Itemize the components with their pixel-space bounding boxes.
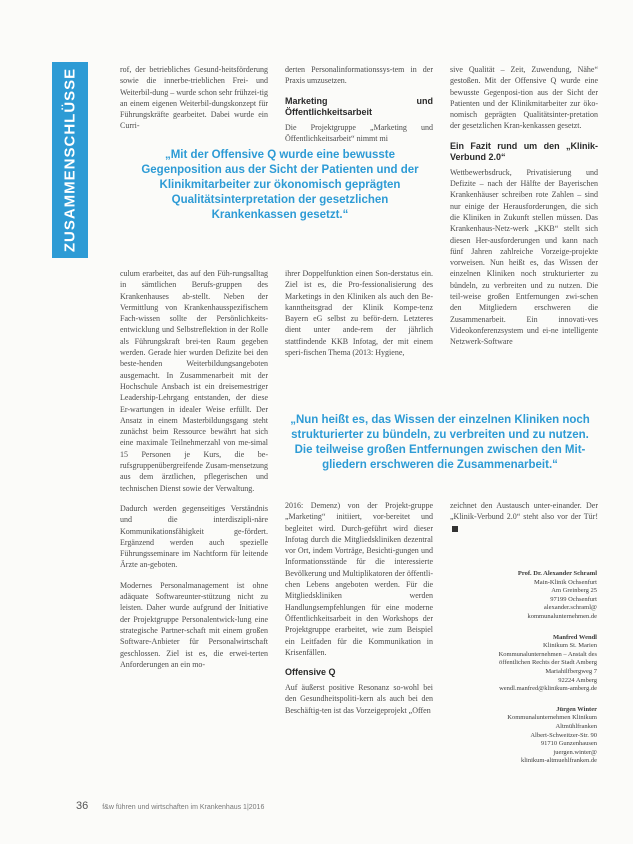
author-line: 92224 Amberg: [558, 676, 597, 684]
author-line: kommunalunternehmen.de: [527, 612, 597, 620]
author-line: wendl.manfred@klinikum-amberg.de: [499, 685, 597, 693]
top-column-2: [285, 64, 433, 144]
author-line: Albert-Schweitzer-Str. 90: [530, 731, 597, 739]
publication-name: f&w führen und wirtschaften im Krankenhaus 1|2016: [102, 804, 265, 811]
section-heading: Marketing und Öffentlichkeitsarbeit: [285, 95, 433, 117]
paragraph: derten Personalinformationssys-tem in der Praxis umzusetzen.: [285, 65, 433, 86]
pull-quote: „Mit der Offensive Q wurde eine bewusste Gegenposition aus der Sicht der Patienten und der Klinikmitarbeiter zur ökonomisch geprägten Qualitätsinterpretation der gesetzlichen Krankenkassen gesetzt.“: [141, 149, 419, 221]
top-column-3: [450, 64, 598, 348]
pull-quote: „Nun heißt es, das Wissen der einzelnen Kliniken noch strukturierter zu bündeln, zu verbreiten und zu nutzen. Die teilweise großen Entfernungen zwischen den Mit-gliedern erschweren die Zusammenarbeit.“: [290, 414, 590, 471]
author-line: alexander.schraml@: [543, 604, 597, 612]
author-line: Mariahilfbergweg 7: [545, 667, 597, 675]
author-name: Jürgen Winter: [556, 705, 597, 713]
author-line: 97199 Ochsenfurt: [550, 595, 597, 603]
closing-text: zeichnet den Austausch unter-einander. Der „Klinik-Verbund 2.0“ steht also vor der Tür!: [450, 501, 598, 522]
page-footer: [76, 800, 264, 812]
column-2-bottom: [285, 500, 433, 716]
paragraph: Auf äußerst positive Resonanz so-wohl bei den Gesundheitspoliti-kern als auch bei den Beschäftig-ten ist das Vorzeigeprojekt „Offen: [285, 683, 433, 715]
paragraph: ihrer Doppelfunktion einen Son-derstatus ein. Ziel ist es, die Pro-fessionalisierung des Marketings in den Kliniken als auch den Be-kanntheitsgrad der Klinik Kompe-tenz Bayern eG selbst zu beför-dern. Letzteres dient unter ande-rem der jährlich stattfindende KKB Infotag, der mit einem speri-fischen Thema (2013: Hygiene,: [285, 269, 433, 358]
section-heading: Ein Fazit rund um den „Klinik-Verbund 2.0“: [450, 140, 598, 162]
paragraph: culum erarbeitet, das auf den Füh-rungsalltag in sämtlichen Berufs-gruppen des Krankenhauses ab-stellt. Neben der Vermittlung von Krankenhausspezifischem Fach-wissen sollte der Persönlichkeits-entwicklung und Selbstreflektion in der Rolle als Führungskraft brei-ten Raum gegeben werden. Gerade hier wurden Defizite bei den beste-henden Weiterbildungsangeboten ausgemacht. In Zusammenarbeit mit der Hochschule Ansbach ist ein dreisemestriger Leadership-Lehrgang entstanden, der diese Er-wartungen in idealer Weise erfüllt. Der Ansatz in einem Masterbildungsgang steht zunächst beim Ressource bewährt hat sich eine maximale Teilnehmerzahl von me-simal 15 Personen je Kurs, die be-rufsgruppenübergreifende Zusam-mensetzung aus dem ärztlichen, pflegerischen und technischen Dienst sowie der Verwaltung.: [120, 269, 268, 493]
paragraph: [450, 500, 598, 534]
author-line: Altmühlfranken: [555, 722, 597, 730]
paragraph: rof, der betriebliches Gesund-heitsförderung sowie die innerbe-trieblichen Frei- und Weiterbil-dung – wurde schon sehr frühzei-tig an einem eigenen Weiterbil-dungskonzept für Führungskräfte gearbeitet. Dabei wurde ein Curri-: [120, 65, 268, 131]
author-name: Manfred Wendl: [552, 633, 597, 641]
paragraph: Die Projektgruppe „Marketing und Öffentlichkeitsarbeit“ nimmt mi: [285, 122, 433, 143]
paragraph: Wettbewerbsdruck, Privatisierung und Defizite – nach der Hälfte der Bayerischen Krankenhäuser schreiben rote Zahlen – sind nur einige der Herausforderungen, die sich die Kliniken in Zukunft stellen müssen. Das Krankenhaus-Netz-werk „KKB“ stellt sich diesen Her-ausforderungen und kann nach fünf Jahren zahlreiche Vorzeige-projekte vorweisen. Nun heißt es, das Wissen der einzelnen Kliniken noch strukturierter zu bündeln, zu verbreiten und zu nutzen. Die teil-weise großen Entfernungen zwi-schen den Mitgliedern erschweren die Zusammenarbeit. Ein innovati-ves Videokonferenzsystem und ei-ne intelligente Netzwerk-Software: [450, 167, 598, 347]
author-line: Klinikum St. Marien: [543, 642, 597, 650]
end-mark-icon: [452, 526, 458, 532]
sidebar-band: [52, 62, 88, 258]
author-block: [475, 570, 597, 622]
column-2-top: [285, 268, 433, 358]
author-line: Kommunalunternehmen – Anstalt des: [498, 650, 597, 658]
column-3-bottom: [450, 500, 598, 534]
paragraph: 2016: Demenz) von der Projekt-gruppe „Marketing“ initiiert, vor-bereitet und begleitet wird. Durch-geführt wird dieser Infotag durch die Mitgliedskliniken dezentral vor Ort, indem Vorträge, Besichti-gungen und Informationsstände für die interessierte Bevölkerung und Multiplikatoren der öffentli-chen Lebens angeboten werden. Für die Mitgliedskliniken werden Handlungsempfehlungen für eine moderne Öffentlichkeitsarbeit in den Workshops der Projektgruppe erarbeitet, wie zum Beispiel ein Leitfaden für die Kommunikation in Krisenfällen.: [285, 501, 433, 657]
paragraph: Modernes Personalmanagement ist ohne adäquate Softwareunter-stützung nicht zu leisten. Daher wurde aufgrund der Initiative der Projektgruppe Personalentwick-lung eine strategische Partner-schaft mit einem großen Software-Anbieter für Personalwirtschaft geschlossen. Ziel ist es, die erwei-terten Anforderungen an ein mo-: [120, 580, 268, 669]
author-line: Am Greinberg 25: [551, 587, 597, 595]
author-line: juergen.winter@: [553, 748, 597, 756]
author-line: Main-Klinik Ochsenfurt: [533, 578, 597, 586]
column-1: [120, 268, 268, 670]
author-line: öffentlichen Rechts der Stadt Amberg: [499, 659, 597, 667]
author-block: [475, 634, 597, 694]
author-line: Kommunalunternehmen Klinikum: [507, 714, 597, 722]
author-line: 91710 Gunzenhausen: [540, 740, 597, 748]
page-number: 36: [76, 800, 89, 812]
sidebar-label: ZUSAMMENSCHLÜSSE: [61, 67, 79, 253]
author-name: Prof. Dr. Alexander Schraml: [517, 570, 597, 577]
section-heading: Offensive Q: [285, 667, 336, 678]
top-column-1: [120, 64, 268, 132]
author-signatures: [475, 570, 597, 778]
paragraph: Dadurch werden gegenseitiges Verständnis und die interdiszipli-näre Kommunikationsfähigkeit ge-fördert. Ergänzend werden auch spezielle Führungsseminare im Nachtform für leitende Ärzte an-geboten.: [120, 503, 268, 570]
author-line: klinikum-altmuehlfranken.de: [521, 757, 597, 765]
paragraph: sive Qualität – Zeit, Zuwendung, Nähe“ gestoßen. Mit der Offensive Q wurde eine bewusste Gegenposi-tion aus der Sicht der Patienten und der Klinikmitarbeiter zur öko-nomisch geprägten Qualitätsinter-pretation der gesetzlichen Kran-kenkassen gesetzt.: [450, 65, 598, 131]
author-block: [475, 706, 597, 766]
